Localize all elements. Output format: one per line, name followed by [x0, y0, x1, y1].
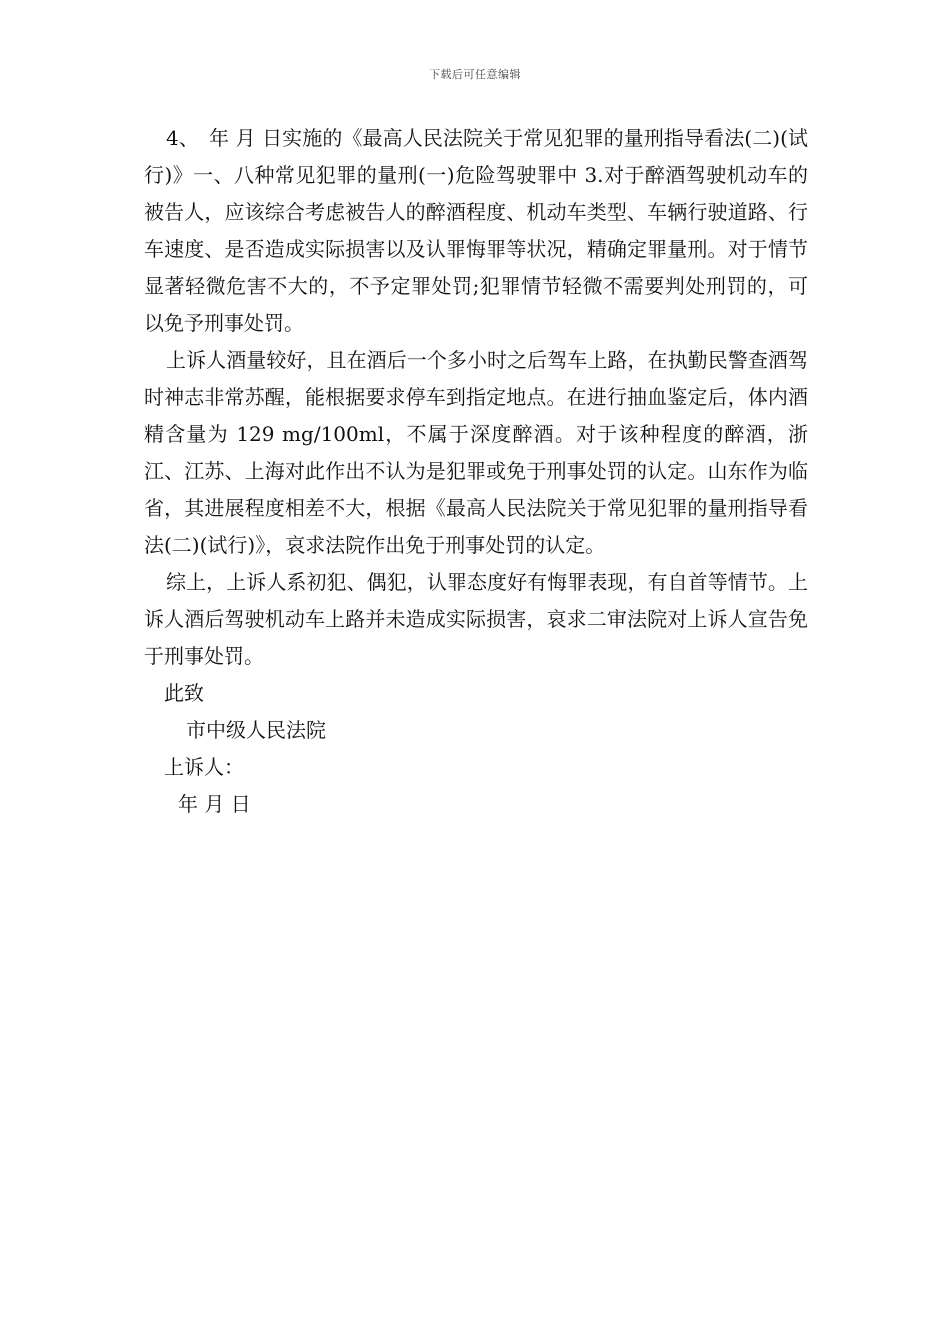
paragraph-conclusion: 综上，上诉人系初犯、偶犯，认罪态度好有悔罪表现，有自首等情节。上诉人酒后驾驶机动车上路并未造成实际损害，哀求二审法院对上诉人宣告免于刑事处罚。 [144, 570, 808, 668]
paragraph-sentencing-guideline: 4、 年 月 日实施的《最高人民法院关于常见犯罪的量刑指导看法(二)(试行)》一、八种常见犯罪的量刑(一)危险驾驶罪中 3.对于醉酒驾驶机动车的被告人，应该综合考虑被告人的醉酒程度、机动车类型、车辆行驶道路、行车速度、是否造成实际损害以及认罪悔罪等状况，精确定罪量刑。对于情节显著轻微危害不大的，不予定罪处罚;犯罪情节轻微不需要判处刑罚的，可以免予刑事处罚。 [144, 126, 808, 335]
date-line: 年 月 日 [178, 792, 251, 816]
document-body [144, 120, 808, 823]
appellant-signature-label: 上诉人： [164, 755, 244, 779]
page-header: 下载后可任意编辑 [429, 68, 521, 81]
recipient-court: 市中级人民法院 [186, 718, 326, 742]
paragraph-appellant-circumstances: 上诉人酒量较好，且在酒后一个多小时之后驾车上路，在执勤民警查酒驾时神志非常苏醒，能根据要求停车到指定地点。在进行抽血鉴定后，体内酒精含量为 129 mg/100ml，不属于深度醉酒。对于该种程度的醉酒，浙江、江苏、上海对此作出不认为是犯罪或免于刑事处罚的认定。山东作为临省，其进展程度相差不大，根据《最高人民法院关于常见犯罪的量刑指导看法(二)(试行)》，哀求法院作出免于刑事处罚的认定。 [144, 348, 808, 557]
closing-salutation: 此致 [164, 681, 204, 705]
